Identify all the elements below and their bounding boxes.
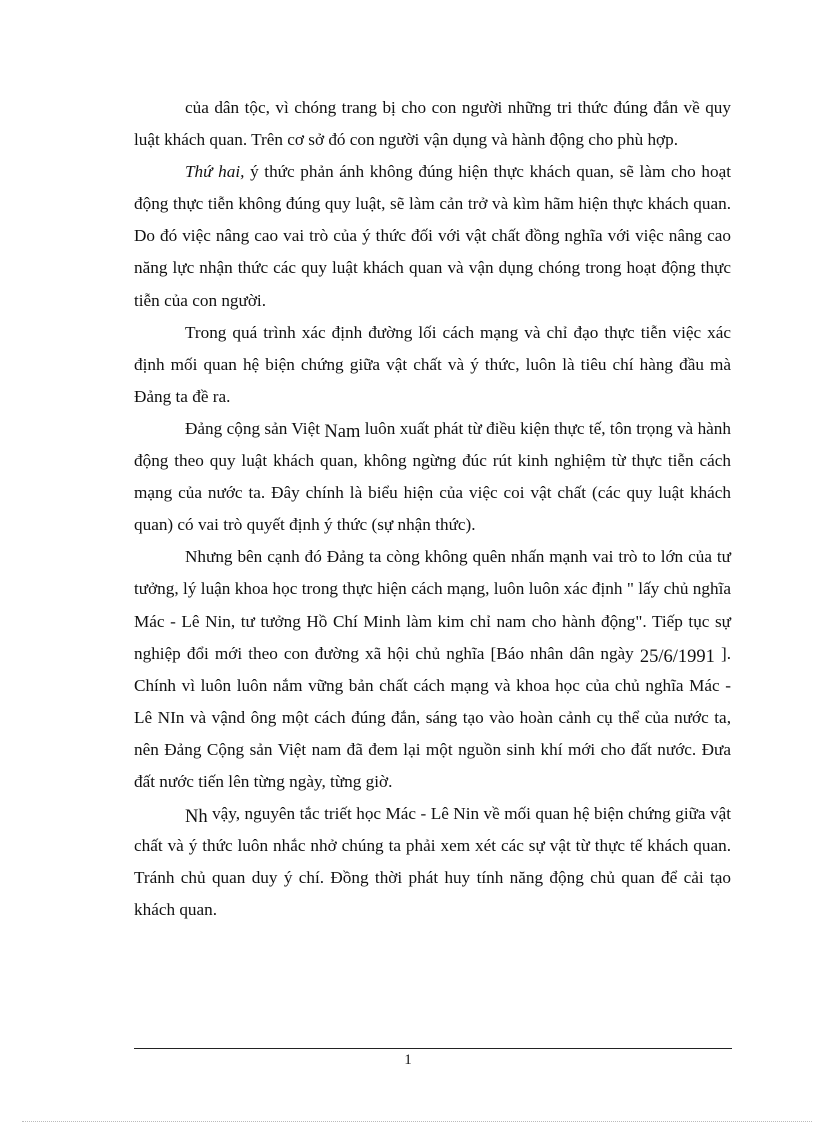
paragraph-6 bbox=[134, 798, 731, 926]
page-number: 1 bbox=[404, 1052, 412, 1068]
paragraph-5-text-c: ]. Chính vì luôn luôn nắm vững bản chất cách mạng và khoa học của chủ nghĩa Mác - Lê NIn và vậnd ông một cách đúng đắn, sáng tạo vào hoàn cảnh cụ thể của nước ta, nên Đảng Cộng sản Việt nam đã đem lại một nguồn sinh khí mới cho đất nước. Đưa đất nước tiến lên từng ngày, từng giờ. bbox=[134, 643, 731, 791]
paragraph-2-lead: Thứ hai, bbox=[185, 162, 245, 182]
paragraph-5 bbox=[134, 541, 731, 798]
paragraph-2-text: ý thức phản ánh không đúng hiện thực khách quan, sẽ làm cho hoạt động thực tiễn không đúng quy luật, sẽ làm cản trở và kìm hãm hiện thực khách quan. Do đó việc nâng cao vai trò của ý thức đối với vật chất đồng nghĩa với việc nâng cao năng lực nhận thức các quy luật khách quan và vận dụng chóng trong hoạt động thực tiễn của con người. bbox=[134, 162, 732, 310]
paragraph-6-text: vậy, nguyên tắc triết học Mác - Lê Nin về mối quan hệ biện chứng giữa vật chất và ý thức luôn nhắc nhở chúng ta phải xem xét các sự vật từ thực tế khách quan. Tránh chủ quan duy ý chí. Đồng thời phát huy tính năng động chủ quan để cải tạo khách quan. bbox=[134, 804, 731, 920]
paragraph-4-raised-word: Nam bbox=[324, 421, 361, 442]
document-body bbox=[134, 92, 731, 926]
paragraph-5-date: 25/6/1991 bbox=[639, 646, 715, 667]
paragraph-2 bbox=[134, 156, 731, 316]
paragraph-6-lead: Nh bbox=[185, 807, 208, 828]
paragraph-4-text-a: Đảng cộng sản Việt bbox=[185, 418, 325, 438]
paragraph-5-text-a: Nhưng bên cạnh đó Đảng ta còng không quên nhấn mạnh vai trò to lớn của tư tưởng, lý luận khoa học trong thực hiện cách mạng, luôn luôn xác định " lấy chủ nghĩa Mác - Lê Nin, tư tưởng Hồ Chí Minh làm kim chỉ nam cho hành động". Tiếp tục sự nghiệp đổi mới theo con đường xã hội chủ nghĩa [Báo nhân dân ngày bbox=[134, 547, 731, 663]
paragraph-4 bbox=[134, 413, 731, 541]
paragraph-1: của dân tộc, vì chóng trang bị cho con người những tri thức đúng đắn về quy luật khách quan. Trên cơ sở đó con người vận dụng và hành động cho phù hợp. bbox=[134, 98, 731, 150]
paragraph-4-text-c: luôn xuất phát từ điều kiện thực tế, tôn trọng và hành động theo quy luật khách quan, không ngừng đúc rút kinh nghiệm từ thực tiễn cách mạng của nước ta. Đây chính là biểu hiện của việc coi vật chất (các quy luật khách quan) có vai trò quyết định ý thức (sự nhận thức). bbox=[134, 418, 731, 535]
paragraph-3: Trong quá trình xác định đường lối cách mạng và chỉ đạo thực tiễn việc xác định mối quan hệ biện chứng giữa vật chất và ý thức, luôn là tiêu chí hàng đầu mà Đảng ta đề ra. bbox=[134, 322, 731, 406]
footer-divider bbox=[134, 1048, 732, 1049]
page-bottom-border bbox=[22, 1121, 812, 1122]
